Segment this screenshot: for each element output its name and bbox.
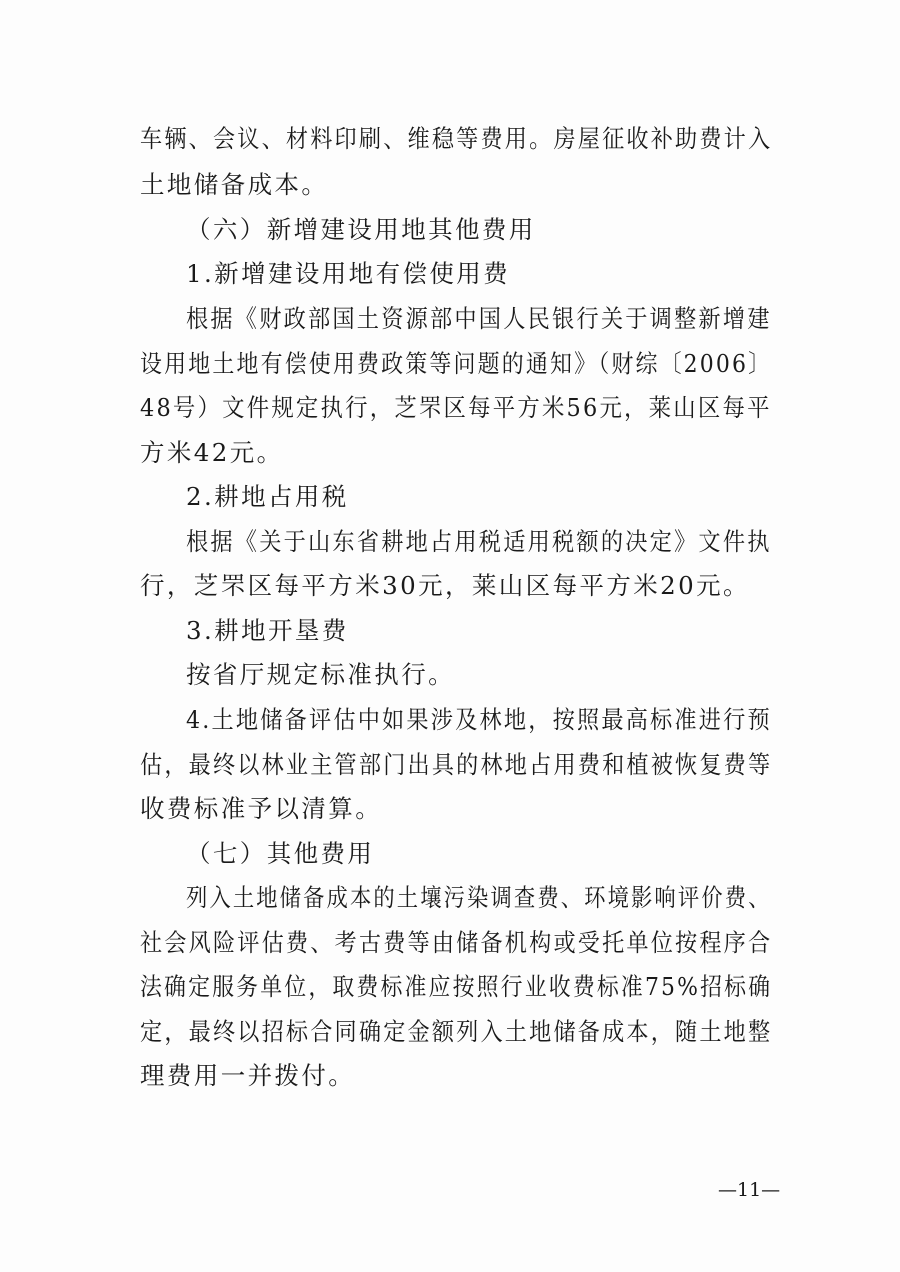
subheading-2: 2.耕地占用税: [186, 482, 349, 511]
body-line: 方米42元。: [140, 438, 284, 467]
body-line: 设用地土地有偿使用费政策等问题的通知》（财综〔2006〕: [140, 349, 773, 378]
section-heading-6: （六）新增建设用地其他费用: [186, 215, 536, 244]
body-line: 48号）文件规定执行，芝罘区每平方米56元，莱山区每平: [140, 393, 772, 422]
body-line: 理费用一并拨付。: [140, 1061, 356, 1090]
body-line: 土地储备成本。: [140, 170, 329, 199]
body-line: 根据《关于山东省耕地占用税适用税额的决定》文件执: [186, 527, 772, 556]
body-line: 列入土地储备成本的土壤污染调查费、环境影响评价费、: [186, 883, 772, 912]
body-line: 行，芝罘区每平方米30元，莱山区每平方米20元。: [140, 571, 750, 600]
body-line: 定，最终以招标合同确定金额列入土地储备成本，随土地整: [140, 1017, 773, 1046]
subheading-1: 1.新增建设用地有偿使用费: [186, 259, 511, 288]
page-number: —11—: [718, 1179, 781, 1201]
body-line: 按省厅规定标准执行。: [186, 660, 455, 689]
subheading-3: 3.耕地开垦费: [186, 616, 349, 645]
body-line: 车辆、会议、材料印刷、维稳等费用。房屋征收补助费计入: [140, 124, 773, 153]
body-line: 法确定服务单位，取费标准应按照行业收费标准75%招标确: [140, 972, 773, 1001]
body-line: 估，最终以林业主管部门出具的林地占用费和植被恢复费等: [140, 750, 773, 779]
body-line: 4.土地储备评估中如果涉及林地，按照最高标准进行预: [186, 705, 772, 734]
section-heading-7: （七）其他费用: [186, 839, 375, 868]
body-line: 收费标准予以清算。: [140, 794, 383, 823]
body-line: 根据《财政部国土资源部中国人民银行关于调整新增建: [186, 304, 772, 333]
body-line: 社会风险评估费、考古费等由储备机构或受托单位按程序合: [140, 928, 773, 957]
